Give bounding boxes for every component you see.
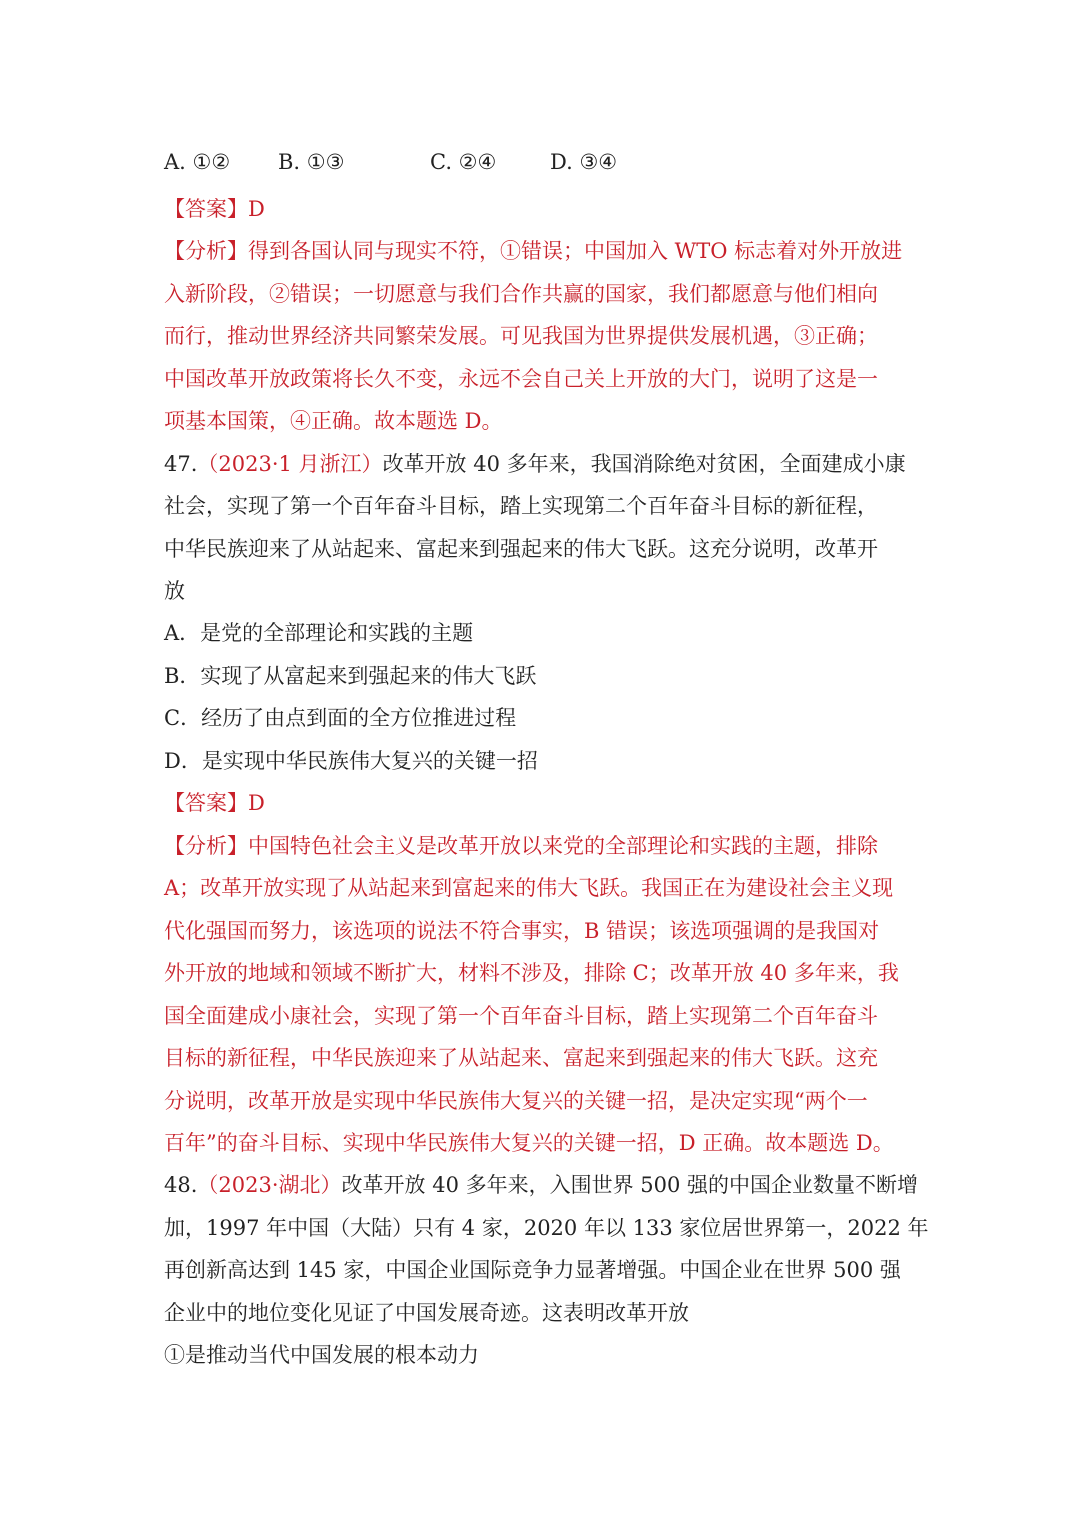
q47-option-c: C．经历了由点到面的全方位推进过程 <box>164 706 517 730</box>
q47-answer: 【答案】D <box>164 791 265 815</box>
q47-analysis-label: 【分析】 <box>164 834 248 858</box>
q47-analysis-line: A；改革开放实现了从站起来到富起来的伟大飞跃。我国正在为建设社会主义现 <box>164 876 894 900</box>
q48-source: （2023·湖北） <box>197 1173 342 1197</box>
q48-stem-line: 企业中的地位变化见证了中国发展奇迹。这表明改革开放 <box>164 1301 689 1325</box>
q48-stem-line: 再创新高达到 145 家，中国企业国际竞争力显著增强。中国企业在世界 500 强 <box>164 1258 901 1282</box>
q46-analysis-line: 【分析】得到各国认同与现实不符，①错误；中国加入 WTO 标志着对外开放进 <box>164 239 903 263</box>
q46-answer: 【答案】D <box>164 197 265 221</box>
q47-number: 47. <box>164 452 198 476</box>
q47-option-b: B．实现了从富起来到强起来的伟大飞跃 <box>164 664 537 688</box>
q47-source: （2023·1 月浙江） <box>197 452 383 476</box>
q46-option-b: B. ①③ <box>278 150 345 174</box>
q46-option-a: A. ①② <box>164 150 231 174</box>
q46-option-c: C. ②④ <box>430 150 497 174</box>
q47-analysis-line: 代化强国而努力，该选项的说法不符合事实，B 错误；该选项强调的是我国对 <box>164 919 880 943</box>
q47-analysis-line: 百年”的奋斗目标、实现中华民族伟大复兴的关键一招，D 正确。故本题选 D。 <box>164 1131 894 1155</box>
q47-option-d: D．是实现中华民族伟大复兴的关键一招 <box>164 749 538 773</box>
q47-analysis-line: 目标的新征程，中华民族迎来了从站起来、富起来到强起来的伟大飞跃。这充 <box>164 1046 878 1070</box>
q46-analysis-label: 【分析】 <box>164 239 248 263</box>
q47-analysis-line: 【分析】中国特色社会主义是改革开放以来党的全部理论和实践的主题，排除 <box>164 834 878 858</box>
q47-stem-line: 社会，实现了第一个百年奋斗目标，踏上实现第二个百年奋斗目标的新征程， <box>164 494 878 518</box>
q46-analysis-line: 项基本国策，④正确。故本题选 D。 <box>164 409 503 433</box>
q46-analysis-line: 而行，推动世界经济共同繁荣发展。可见我国为世界提供发展机遇，③正确； <box>164 324 878 348</box>
q47-stem-line: 47.（2023·1 月浙江）改革开放 40 多年来，我国消除绝对贫困，全面建成小康 <box>164 452 906 476</box>
q47-analysis-line: 外开放的地域和领域不断扩大，材料不涉及，排除 C；改革开放 40 多年来，我 <box>164 961 899 985</box>
q48-number: 48. <box>164 1173 198 1197</box>
q47-option-a: A．是党的全部理论和实践的主题 <box>164 621 474 645</box>
q47-stem-line: 中华民族迎来了从站起来、富起来到强起来的伟大飞跃。这充分说明，改革开 <box>164 537 878 561</box>
q48-item-1: ①是推动当代中国发展的根本动力 <box>164 1343 479 1367</box>
q48-stem-line: 48.（2023·湖北）改革开放 40 多年来，入围世界 500 强的中国企业数量不断增 <box>164 1173 919 1197</box>
q47-stem-line: 放 <box>164 579 185 603</box>
q46-analysis-line: 入新阶段，②错误；一切愿意与我们合作共赢的国家，我们都愿意与他们相向 <box>164 282 878 306</box>
q47-analysis-line: 分说明，改革开放是实现中华民族伟大复兴的关键一招，是决定实现“两个一 <box>164 1089 868 1113</box>
q47-analysis-line: 国全面建成小康社会，实现了第一个百年奋斗目标，踏上实现第二个百年奋斗 <box>164 1004 878 1028</box>
q46-analysis-line: 中国改革开放政策将长久不变，永远不会自己关上开放的大门，说明了这是一 <box>164 367 878 391</box>
q46-option-d: D. ③④ <box>550 150 618 174</box>
q48-stem-line: 加，1997 年中国（大陆）只有 4 家，2020 年以 133 家位居世界第一，2022 年 <box>164 1216 929 1240</box>
